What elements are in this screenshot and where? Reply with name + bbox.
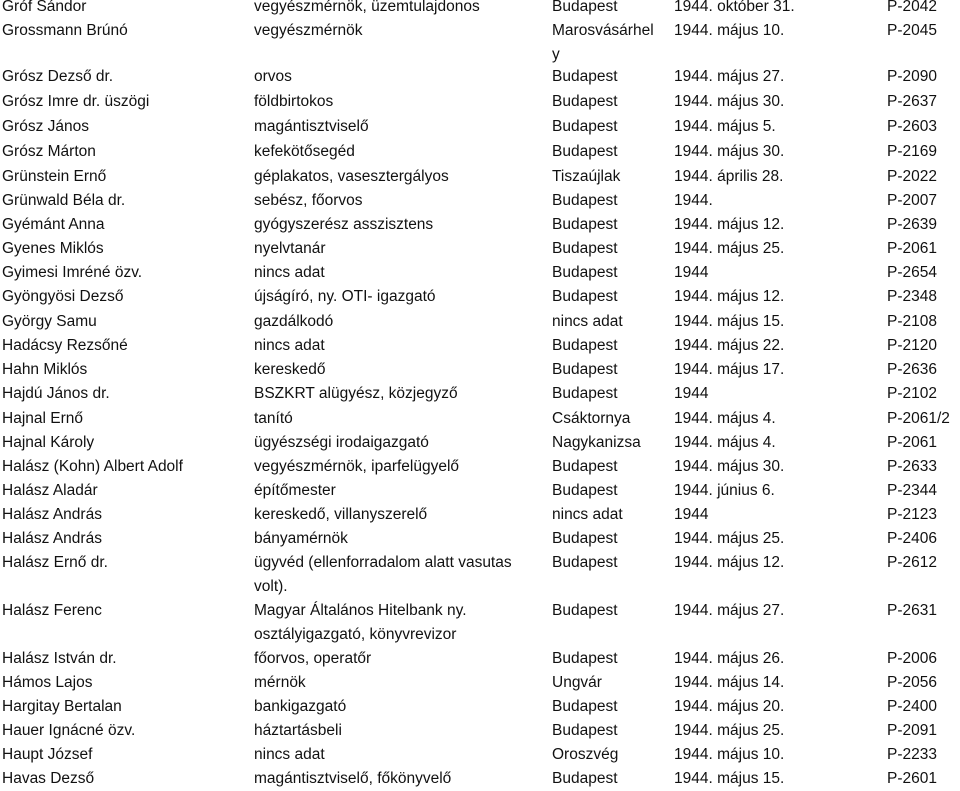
name-cell: Gyimesi Imréné özv. — [2, 264, 143, 281]
city-cell: Csáktornya — [552, 410, 631, 427]
name-cell: Havas Dezső — [2, 770, 95, 787]
occupation-cell: ügyvéd (ellenforradalom alatt vasutas — [254, 554, 512, 571]
city-cell: Tiszaújlak — [552, 168, 621, 185]
date-cell: 1944 — [674, 264, 709, 281]
city-cell: Budapest — [552, 602, 618, 619]
city-cell: Ungvár — [552, 674, 602, 691]
occupation-cell: géplakatos, vasesztergályos — [254, 168, 449, 185]
city-cell: Marosvásárhel — [552, 22, 654, 39]
occupation-cell-continuation: volt). — [254, 578, 288, 595]
name-cell: Grósz János — [2, 118, 90, 135]
city-cell: Budapest — [552, 216, 618, 233]
occupation-cell: bányamérnök — [254, 530, 348, 547]
city-cell-continuation: y — [552, 46, 560, 63]
code-cell: P-2633 — [887, 458, 937, 475]
name-cell: Hargitay Bertalan — [2, 698, 122, 715]
date-cell: 1944. május 15. — [674, 770, 785, 787]
code-cell: P-2636 — [887, 361, 937, 378]
city-cell: Budapest — [552, 118, 618, 135]
occupation-cell: nincs adat — [254, 337, 325, 354]
code-cell: P-2406 — [887, 530, 937, 547]
code-cell: P-2061 — [887, 240, 937, 257]
name-cell: Hauer Ignácné özv. — [2, 722, 136, 739]
city-cell: Budapest — [552, 482, 618, 499]
name-cell: Hajnal Ernő — [2, 410, 83, 427]
date-cell: 1944. május 25. — [674, 722, 785, 739]
city-cell: Budapest — [552, 0, 618, 15]
date-cell: 1944 — [674, 506, 709, 523]
name-cell: Gyenes Miklós — [2, 240, 104, 257]
occupation-cell: tanító — [254, 410, 293, 427]
code-cell: P-2091 — [887, 722, 937, 739]
occupation-cell: nincs adat — [254, 264, 325, 281]
date-cell: 1944. április 28. — [674, 168, 784, 185]
name-cell: Grósz Márton — [2, 143, 96, 160]
name-cell: Halász István dr. — [2, 650, 117, 667]
name-cell: Halász Aladár — [2, 482, 98, 499]
date-cell: 1944. június 6. — [674, 482, 775, 499]
occupation-cell-continuation: osztályigazgató, könyvrevizor — [254, 626, 457, 643]
code-cell: P-2400 — [887, 698, 937, 715]
date-cell: 1944. május 27. — [674, 68, 785, 85]
occupation-cell: Magyar Általános Hitelbank ny. — [254, 602, 467, 619]
code-cell: P-2061/2 — [887, 410, 950, 427]
occupation-cell: vegyészmérnök — [254, 22, 363, 39]
occupation-cell: orvos — [254, 68, 292, 85]
code-cell: P-2654 — [887, 264, 937, 281]
date-cell: 1944. május 17. — [674, 361, 785, 378]
name-cell: Gyémánt Anna — [2, 216, 105, 233]
code-cell: P-2601 — [887, 770, 937, 787]
city-cell: Nagykanizsa — [552, 434, 641, 451]
code-cell: P-2344 — [887, 482, 937, 499]
name-cell: Grósz Dezső dr. — [2, 68, 114, 85]
code-cell: P-2603 — [887, 118, 937, 135]
name-cell: Halász András — [2, 530, 102, 547]
date-cell: 1944. október 31. — [674, 0, 795, 15]
occupation-cell: nyelvtanár — [254, 240, 326, 257]
code-cell: P-2631 — [887, 602, 937, 619]
occupation-cell: ügyészségi irodaigazgató — [254, 434, 429, 451]
name-cell: Haupt József — [2, 746, 93, 763]
name-cell: Hajnal Károly — [2, 434, 95, 451]
occupation-cell: magántisztviselő — [254, 118, 369, 135]
date-cell: 1944. május 12. — [674, 288, 785, 305]
date-cell: 1944. május 4. — [674, 410, 776, 427]
city-cell: Budapest — [552, 143, 618, 160]
occupation-cell: nincs adat — [254, 746, 325, 763]
occupation-cell: sebész, főorvos — [254, 192, 363, 209]
occupation-cell: kereskedő — [254, 361, 326, 378]
occupation-cell: vegyészmérnök, iparfelügyelő — [254, 458, 460, 475]
date-cell: 1944 — [674, 385, 709, 402]
name-cell: Grossmann Brúnó — [2, 22, 128, 39]
occupation-cell: gazdálkodó — [254, 313, 334, 330]
date-cell: 1944. május 25. — [674, 530, 785, 547]
name-cell: Hahn Miklós — [2, 361, 88, 378]
occupation-cell: háztartásbeli — [254, 722, 342, 739]
occupation-cell: BSZKRT alügyész, közjegyző — [254, 385, 458, 402]
date-cell: 1944. május 26. — [674, 650, 785, 667]
code-cell: P-2007 — [887, 192, 937, 209]
name-cell: Halász (Kohn) Albert Adolf — [2, 458, 183, 475]
code-cell: P-2042 — [887, 0, 937, 15]
date-cell: 1944. május 30. — [674, 143, 785, 160]
name-cell: Grósz Imre dr. üszögi — [2, 93, 150, 110]
code-cell: P-2108 — [887, 313, 937, 330]
city-cell: Oroszvég — [552, 746, 619, 763]
date-cell: 1944. május 12. — [674, 554, 785, 571]
city-cell: Budapest — [552, 264, 618, 281]
city-cell: Budapest — [552, 770, 618, 787]
date-cell: 1944. május 10. — [674, 22, 785, 39]
name-cell: Hajdú János dr. — [2, 385, 110, 402]
code-cell: P-2006 — [887, 650, 937, 667]
city-cell: Budapest — [552, 288, 618, 305]
city-cell: Budapest — [552, 650, 618, 667]
name-cell: Gyöngyösi Dezső — [2, 288, 124, 305]
date-cell: 1944. május 4. — [674, 434, 776, 451]
date-cell: 1944. május 14. — [674, 674, 785, 691]
date-cell: 1944. május 25. — [674, 240, 785, 257]
date-cell: 1944. május 27. — [674, 602, 785, 619]
date-cell: 1944. — [674, 192, 713, 209]
date-cell: 1944. május 12. — [674, 216, 785, 233]
code-cell: P-2045 — [887, 22, 937, 39]
occupation-cell: földbirtokos — [254, 93, 334, 110]
code-cell: P-2348 — [887, 288, 937, 305]
code-cell: P-2090 — [887, 68, 937, 85]
city-cell: Budapest — [552, 722, 618, 739]
date-cell: 1944. május 30. — [674, 93, 785, 110]
code-cell: P-2022 — [887, 168, 937, 185]
city-cell: nincs adat — [552, 506, 623, 523]
code-cell: P-2123 — [887, 506, 937, 523]
name-cell: Halász Ernő dr. — [2, 554, 108, 571]
date-cell: 1944. május 15. — [674, 313, 785, 330]
city-cell: Budapest — [552, 68, 618, 85]
name-cell: Hámos Lajos — [2, 674, 93, 691]
code-cell: P-2056 — [887, 674, 937, 691]
city-cell: Budapest — [552, 458, 618, 475]
city-cell: Budapest — [552, 530, 618, 547]
name-cell: Hadácsy Rezsőné — [2, 337, 128, 354]
code-cell: P-2639 — [887, 216, 937, 233]
code-cell: P-2233 — [887, 746, 937, 763]
occupation-cell: újságíró, ny. OTI- igazgató — [254, 288, 436, 305]
occupation-cell: építőmester — [254, 482, 336, 499]
name-cell: Halász Ferenc — [2, 602, 102, 619]
occupation-cell: bankigazgató — [254, 698, 347, 715]
date-cell: 1944. május 20. — [674, 698, 785, 715]
code-cell: P-2102 — [887, 385, 937, 402]
occupation-cell: magántisztviselő, főkönyvelő — [254, 770, 452, 787]
occupation-cell: főorvos, operatőr — [254, 650, 372, 667]
city-cell: Budapest — [552, 240, 618, 257]
city-cell: nincs adat — [552, 313, 623, 330]
occupation-cell: vegyészmérnök, üzemtulajdonos — [254, 0, 480, 15]
occupation-cell: kefekötősegéd — [254, 143, 355, 160]
city-cell: Budapest — [552, 361, 618, 378]
city-cell: Budapest — [552, 192, 618, 209]
name-cell: Grünwald Béla dr. — [2, 192, 126, 209]
code-cell: P-2061 — [887, 434, 937, 451]
name-cell: Gróf Sándor — [2, 0, 87, 15]
code-cell: P-2169 — [887, 143, 937, 160]
city-cell: Budapest — [552, 93, 618, 110]
occupation-cell: mérnök — [254, 674, 306, 691]
date-cell: 1944. május 22. — [674, 337, 785, 354]
code-cell: P-2120 — [887, 337, 937, 354]
code-cell: P-2612 — [887, 554, 937, 571]
city-cell: Budapest — [552, 554, 618, 571]
date-cell: 1944. május 5. — [674, 118, 776, 135]
occupation-cell: gyógyszerész asszisztens — [254, 216, 434, 233]
city-cell: Budapest — [552, 385, 618, 402]
name-cell: Grünstein Ernő — [2, 168, 107, 185]
name-cell: György Samu — [2, 313, 97, 330]
code-cell: P-2637 — [887, 93, 937, 110]
name-cell: Halász András — [2, 506, 102, 523]
date-cell: 1944. május 10. — [674, 746, 785, 763]
city-cell: Budapest — [552, 698, 618, 715]
city-cell: Budapest — [552, 337, 618, 354]
occupation-cell: kereskedő, villanyszerelő — [254, 506, 428, 523]
date-cell: 1944. május 30. — [674, 458, 785, 475]
